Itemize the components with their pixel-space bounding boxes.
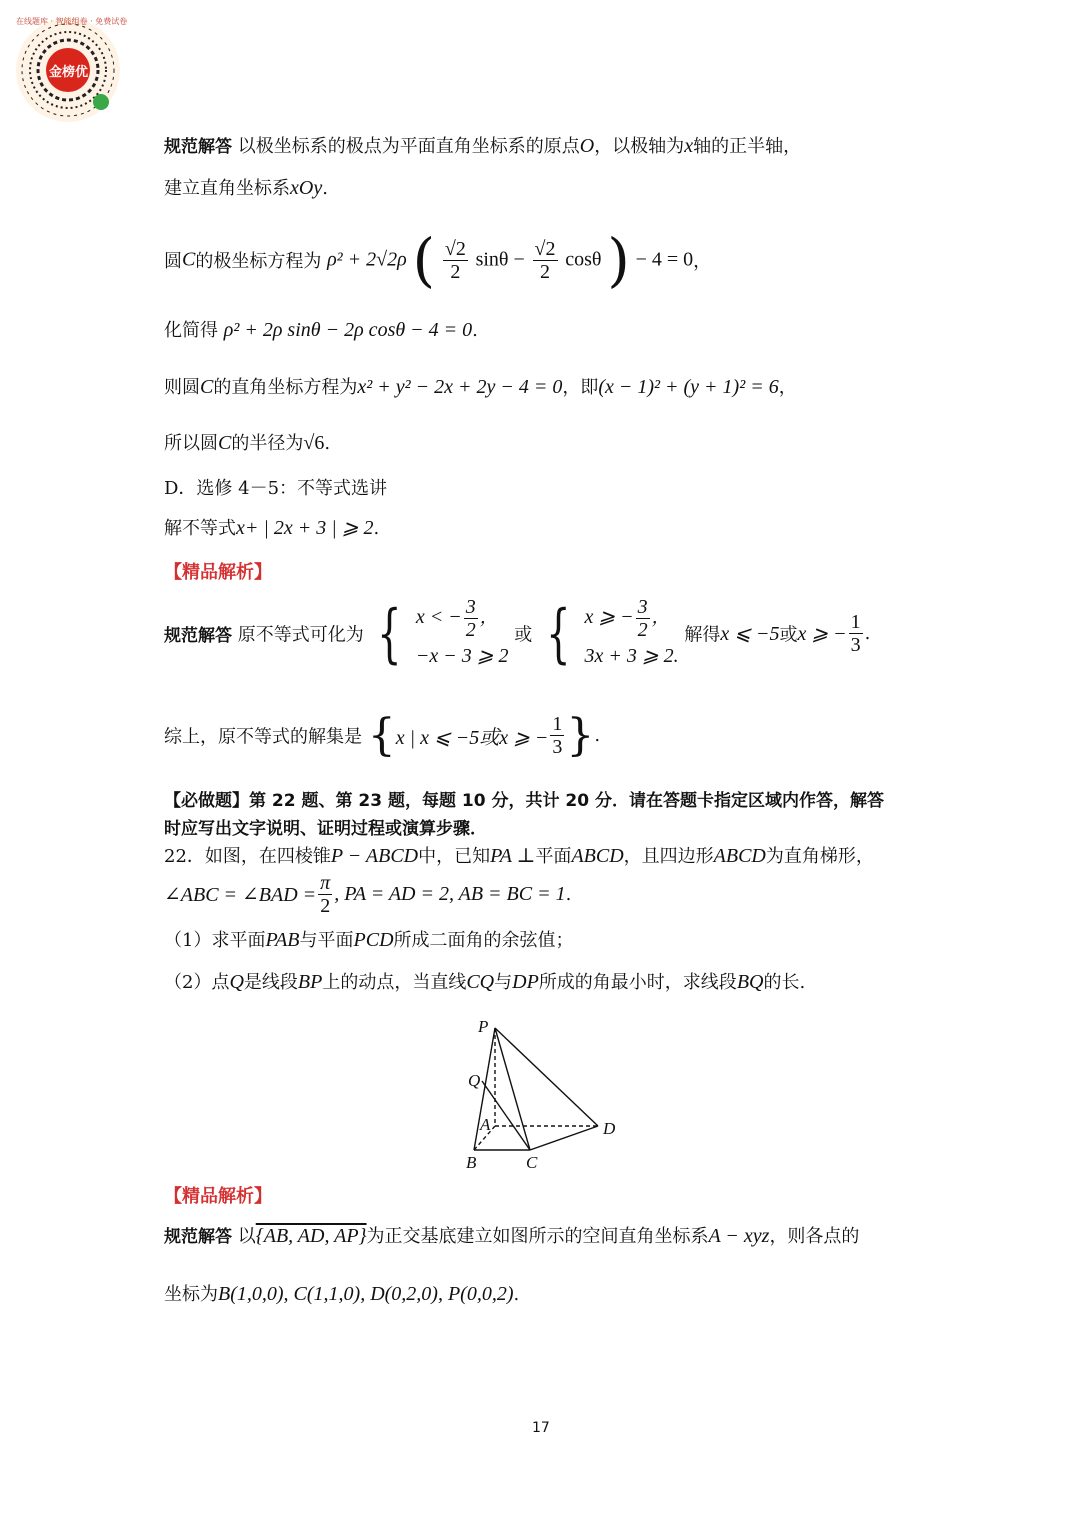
text: 为直角梯形， xyxy=(765,846,874,867)
label-P: P xyxy=(478,1017,489,1036)
text: （2）点 xyxy=(164,972,230,993)
sys2-line2: 3x + 3 ⩾ 2. xyxy=(584,645,679,667)
required-section-line-1: 【必做题】第 22 题、第 23 题，每题 10 分，共计 20 分．请在答题卡指定区域内作答，解答 xyxy=(164,791,884,811)
text: 轴的正半轴， xyxy=(693,136,802,157)
math-expr: − 4 = 0 xyxy=(635,248,694,271)
text: 以极坐标系的极点为平面直角坐标系的原点 xyxy=(237,136,580,157)
brace-icon: { xyxy=(546,596,571,671)
para-1 xyxy=(164,132,801,158)
para-10 xyxy=(164,710,600,761)
para-12 xyxy=(164,1222,859,1248)
text: 22．如图，在四棱锥 xyxy=(164,846,331,867)
math-var: C xyxy=(200,376,214,398)
para-2 xyxy=(164,174,328,200)
logo xyxy=(8,10,128,130)
para-7: D．选修 4－5：不等式选讲 xyxy=(164,478,388,499)
fraction: $\frac{1}{3}$ xyxy=(552,713,563,758)
q22-conditions xyxy=(164,872,571,917)
q22-part-1 xyxy=(164,926,574,952)
math-expr: x² + y² − 2x + 2y − 4 = 0 xyxy=(357,376,563,398)
math-expr: PAB xyxy=(265,929,300,951)
para-8 xyxy=(164,514,379,540)
text: 是线段 xyxy=(243,972,298,993)
math-expr: cosθ xyxy=(565,248,602,271)
fraction: $\frac{√2}{2}$ xyxy=(444,237,466,283)
math-expr: P − ABCD xyxy=(330,845,419,867)
text: 综上，原不等式的解集是 xyxy=(164,726,362,748)
math-expr: ∠ABC = ∠BAD = xyxy=(164,884,317,906)
label-Q: Q xyxy=(468,1071,481,1090)
edge-PC xyxy=(495,1028,530,1150)
text: ， xyxy=(778,377,797,398)
pyramid-diagram xyxy=(440,1010,640,1180)
required-section-line-2: 时应写出文字说明、证明过程或演算步骤． xyxy=(164,819,487,839)
math-expr: x | x ⩽ −5或x ⩾ − xyxy=(395,727,549,749)
math-expr: ABCD xyxy=(713,845,766,867)
paren-open: ( xyxy=(412,226,436,294)
math-var: x xyxy=(684,135,694,157)
text: 解得 xyxy=(684,624,721,646)
math-var: C xyxy=(182,248,196,271)
text: . xyxy=(864,623,871,644)
edge-PD xyxy=(495,1028,598,1126)
text: ，即 xyxy=(562,377,599,398)
label-C: C xyxy=(526,1153,538,1172)
math-expr: A − xyz xyxy=(708,1225,770,1247)
para-9 xyxy=(164,596,870,671)
pyramid-figure xyxy=(440,1010,640,1180)
math-expr: x+ | 2x + 3 | ⩾ 2 xyxy=(236,517,374,539)
text: 的直角坐标方程为 xyxy=(213,377,358,398)
math-expr: √6 xyxy=(303,432,325,454)
label-D: D xyxy=(603,1119,616,1138)
text: . xyxy=(513,1284,520,1305)
answer-label: 规范解答 xyxy=(164,1227,232,1247)
text: 所成二面角的余弦值； xyxy=(393,930,574,951)
math-var: O xyxy=(579,135,595,157)
text: . xyxy=(594,725,601,746)
math-expr: x ⩽ −5 xyxy=(720,623,780,645)
logo-ring-text: 在线题库 · 智能组卷 · 免费试卷 xyxy=(16,17,128,26)
sys1-line1: x < − $\frac{3}{2}$ ， xyxy=(415,596,498,641)
text: 化简得 xyxy=(164,320,218,341)
math-expr: , PA = AD = 2, AB = BC = 1 xyxy=(334,883,566,905)
text: 或 xyxy=(514,624,533,646)
text: 原不等式可化为 xyxy=(237,624,364,646)
math-var: DP xyxy=(512,971,539,993)
math-var: BQ xyxy=(736,971,764,993)
text: 平面 xyxy=(535,846,572,867)
text: 中，已知 xyxy=(418,846,491,867)
para-6 xyxy=(164,429,330,455)
text: 与 xyxy=(494,972,513,993)
label-A: A xyxy=(480,1115,491,1134)
brace-open: { xyxy=(367,710,396,761)
label-B: B xyxy=(466,1153,477,1172)
text: 圆 xyxy=(164,251,182,272)
math-expr: (x − 1)² + (y + 1)² = 6 xyxy=(598,376,779,398)
brace-close: } xyxy=(566,710,595,761)
page-number: 17 xyxy=(532,1420,550,1436)
math-expr: xOy xyxy=(290,177,323,199)
para-13 xyxy=(164,1280,519,1306)
text: 的长. xyxy=(763,972,806,993)
text: 坐标为 xyxy=(164,1284,218,1305)
math-expr: PA ⊥ xyxy=(490,845,536,867)
math-expr: sinθ − xyxy=(475,248,525,271)
q22-stem xyxy=(164,842,874,868)
text: . xyxy=(472,320,478,341)
text: . xyxy=(373,518,380,539)
fraction: $\frac{1}{3}$ xyxy=(850,611,861,656)
text: 解不等式 xyxy=(164,518,236,539)
text: . xyxy=(324,433,331,454)
brace-icon: { xyxy=(377,596,403,671)
q22-part-2 xyxy=(164,968,805,994)
sys1-line2: −x − 3 ⩾ 2 xyxy=(415,645,509,667)
math-var: BP xyxy=(297,971,323,993)
system-1 xyxy=(416,596,509,671)
text: . xyxy=(565,884,572,905)
para-5 xyxy=(164,373,797,399)
math-var: Q xyxy=(229,971,244,993)
fraction: $\frac{√2}{2}$ xyxy=(534,237,556,283)
math-expr: x ⩾ − xyxy=(797,623,847,645)
text: （1）求平面 xyxy=(164,930,266,951)
text: ，则各点的 xyxy=(769,1226,860,1247)
paren-close: ) xyxy=(607,226,630,294)
math-expr: ABCD xyxy=(571,845,624,867)
text: 与平面 xyxy=(299,930,354,951)
math-var: CQ xyxy=(466,971,495,993)
section-tag-1: 【精品解析】 xyxy=(164,562,272,583)
text: ，以极轴为 xyxy=(594,136,685,157)
text: 为正交基底建立如图所示的空间直角坐标系 xyxy=(366,1226,709,1247)
math-expr: ρ² + 2ρ sinθ − 2ρ cosθ − 4 = 0 xyxy=(223,319,473,341)
math-expr: B(1,0,0), C(1,1,0), D(0,2,0), P(0,0,2) xyxy=(218,1283,514,1305)
text: 则圆 xyxy=(164,377,200,398)
sys2-line1: x ⩾ − $\frac{3}{2}$ ， xyxy=(584,596,670,641)
answer-label: 规范解答 xyxy=(164,626,232,646)
fraction: $\frac{\pi}{2}$ xyxy=(320,872,331,917)
text: ， xyxy=(693,251,712,272)
text: 以 xyxy=(237,1226,256,1247)
answer-label: 规范解答 xyxy=(164,137,232,157)
text: 或 xyxy=(779,624,798,646)
math-expr: {AB, AD, AP} xyxy=(255,1225,367,1247)
para-3 xyxy=(164,226,711,294)
para-4 xyxy=(164,316,478,342)
section-tag-2: 【精品解析】 xyxy=(164,1186,272,1207)
text: 所以圆 xyxy=(164,433,218,454)
text: ，且四边形 xyxy=(623,846,714,867)
text: 的极坐标方程为 xyxy=(195,251,322,272)
text: 的半径为 xyxy=(231,433,304,454)
math-expr: ρ² + 2√2ρ xyxy=(327,248,407,271)
edge-CD xyxy=(530,1126,598,1150)
text: 建立直角坐标系 xyxy=(164,178,290,199)
math-var: C xyxy=(218,432,232,454)
logo-brand: 金榜优 xyxy=(49,65,89,80)
text: . xyxy=(322,178,328,199)
text: 上的动点，当直线 xyxy=(322,972,467,993)
math-expr: PCD xyxy=(353,929,394,951)
system-2 xyxy=(584,596,678,671)
text: 所成的角最小时，求线段 xyxy=(538,972,737,993)
